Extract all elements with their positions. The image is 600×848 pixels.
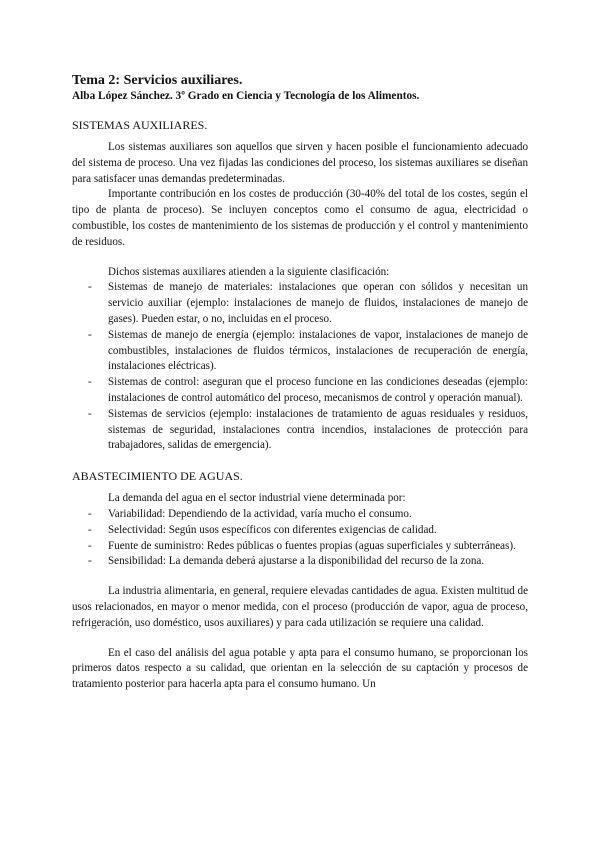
water-demand-list xyxy=(72,507,528,570)
paragraph: La demanda del agua en el sector industrial viene determinada por: xyxy=(108,492,406,505)
list-item: - Sistemas de servicios (ejemplo: instalaciones de tratamiento de aguas residuales y residuos, sistemas de seguridad, instalaciones contra incendios, instalaciones de protección para trabajadores, salidas de emergencia). xyxy=(72,407,528,454)
list-item: - Sistemas de manejo de materiales: instalaciones que operan con sólidos y necesitan un servicio auxiliar (ejemplo: instalaciones de manejo de fluidos, instalaciones de manejo de gases). Pueden estar, o no, incluidas en el proceso. xyxy=(72,280,528,327)
paragraph: Dichos sistemas auxiliares atienden a la siguiente clasificación: xyxy=(108,265,390,278)
paragraph: En el caso del análisis del agua potable y apta para el consumo humano, se proporcionan los primeros datos respecto a su calidad, que orientan en la selección de su captación y procesos de tratamiento posterior para hacerla apta para el consumo humano. Un xyxy=(72,646,528,691)
list-item: - Variabilidad: Dependiendo de la actividad, varía mucho el consumo. xyxy=(72,507,528,523)
section-heading-sistemas-auxiliares: SISTEMAS AUXILIARES. xyxy=(72,118,208,132)
list-item: - Sistemas de control: aseguran que el proceso funcione en las condiciones deseadas (ejemplo: instalaciones de control automático del proceso, mecanismos de control y operación manual). xyxy=(72,375,528,407)
list-item: - Sistemas de manejo de energía (ejemplo: instalaciones de vapor, instalaciones de manejo de combustibles, instalaciones de fluidos térmicos, instalaciones de recuperación de energía, instalaciones eléctricas). xyxy=(72,328,528,375)
document-author-line: Alba López Sánchez. 3º Grado en Ciencia y Tecnología de los Alimentos. xyxy=(72,90,420,102)
list-item: - Fuente de suministro: Redes públicas o fuentes propias (aguas superficiales y subterráneas). xyxy=(72,539,528,555)
classification-list xyxy=(72,280,528,454)
spacer xyxy=(72,251,528,265)
list-item: - Sensibilidad: La demanda deberá ajustarse a la disponibilidad del recurso de la zona. xyxy=(72,554,528,570)
section-heading-abastecimiento: ABASTECIMIENTO DE AGUAS. xyxy=(72,469,243,484)
page-content xyxy=(72,72,528,693)
document-title: Tema 2: Servicios auxiliares. xyxy=(72,73,243,88)
paragraph: Los sistemas auxiliares son aquellos que sirven y hacen posible el funcionamiento adecuado del sistema de proceso. Una vez fijadas las condiciones del proceso, los sistemas auxiliares se diseñan para satisfacer unas demandas predeterminadas. xyxy=(72,141,528,185)
spacer xyxy=(72,632,528,646)
list-item: - Selectividad: Según usos específicos con diferentes exigencias de calidad. xyxy=(72,523,528,539)
paragraph: Importante contribución en los costes de producción (30-40% del total de los costes, según el tipo de planta de proceso). Se incluyen conceptos como el consumo de agua, electricidad o combustible, los costes de mantenimiento de los sistemas de producción y el control y mantenimiento de residuos. xyxy=(72,188,528,248)
spacer xyxy=(72,570,528,584)
paragraph: La industria alimentaria, en general, requiere elevadas cantidades de agua. Existen multitud de usos relacionados, en mayor o menor medida, con el proceso (producción de vapor, agua de proceso, refrigeración, uso doméstico, usos auxiliares) y para cada utilización se requiere una calidad. xyxy=(72,585,528,629)
